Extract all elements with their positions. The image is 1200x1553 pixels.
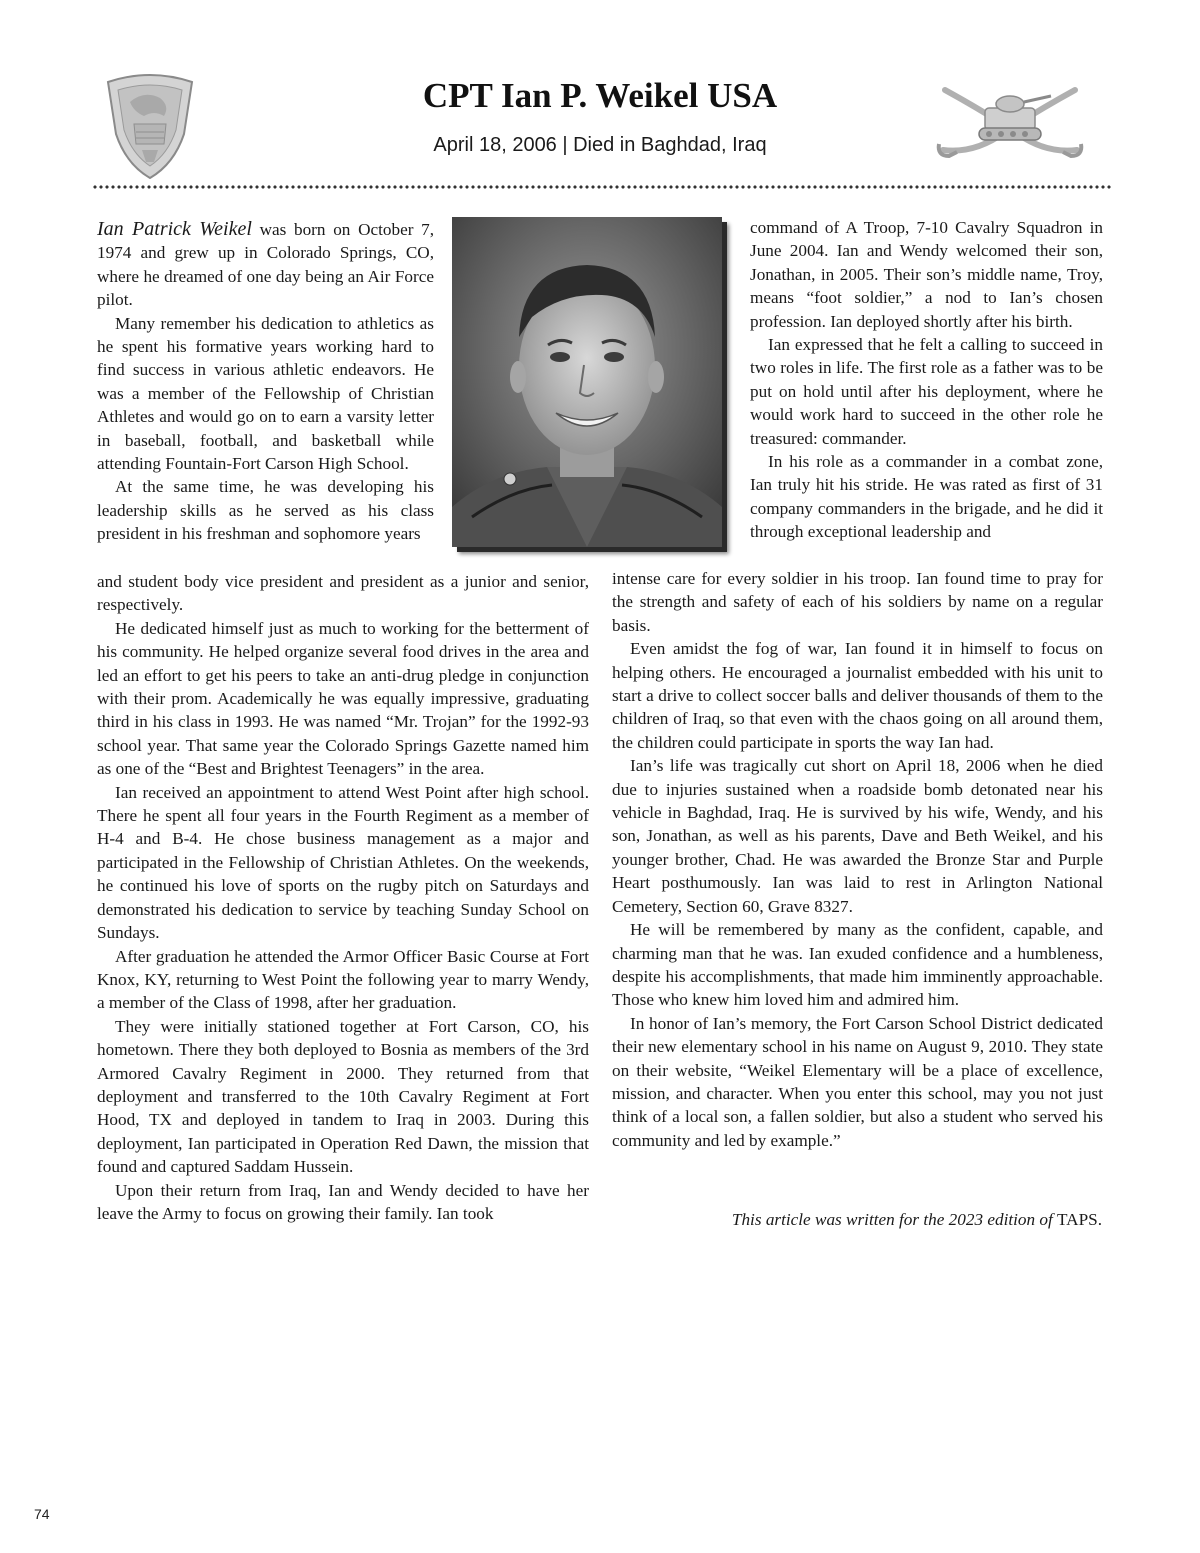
paragraph-3-start: At the same time, he was developing his leadership skills as he served as his class president in his freshman and sophomore years: [97, 477, 434, 544]
paragraph-1: Ian Patrick Weikel was born on October 7, 1974 and grew up in Colorado Springs, CO, where he dreamed of one day being an Air Force pilot.: [97, 218, 434, 310]
article-left-lower: [97, 570, 589, 1225]
paragraph-13: He will be remembered by many as the confident, capable, and charming man that he was. Ian exuded confidence and a humbleness, despite his accomplishments, that made him imminently approachable. Those who knew him loved him and admired him.: [612, 920, 1103, 1010]
page-title: CPT Ian P. Weikel USA: [422, 76, 778, 115]
portrait-photo: [452, 217, 722, 547]
paragraph-2: Many remember his dedication to athletics as he spent his formative years working hard to find success in various athletic endeavors. He was a member of the Fellowship of Christian Athletes and would go on to earn a varsity letter in baseball, football, and basketball while attending Fountain-Fort Carson High School.: [97, 313, 434, 474]
page-number: 74: [34, 1506, 50, 1522]
page-subtitle: April 18, 2006 | Died in Baghdad, Iraq: [433, 134, 767, 156]
paragraph-8-continued: command of A Troop, 7-10 Cavalry Squadron in June 2004. Ian and Wendy welcomed their son, Jonathan, in 2005. Their son’s middle name, Troy, means “foot soldier,” a nod to Ian’s chosen profession. Ian deployed shortly after his birth.: [750, 218, 1103, 331]
paragraph-5: Ian received an appointment to attend West Point after high school. There he spent all four years in the Fourth Regiment as a member of H-4 and B-4. He chose business management as a major and participated in the Fellowship of Christian Athletes. On the weekends, he continued his love of sports on the rugby pitch on Saturdays and demonstrated his dedication to service by teaching Sunday School on Sundays.: [97, 782, 589, 943]
paragraph-3-end: and student body vice president and president as a junior and senior, respectively.: [97, 572, 589, 615]
paragraph-14: In honor of Ian’s memory, the Fort Carson School District dedicated their new elementary school in his name on August 9, 2010. They state on their website, “Weikel Elementary will be a place of excellence, mission, and character. When you enter this school, may you not just think of a local son, a fallen soldier, but also a student who served his community and led by example.”: [612, 1013, 1103, 1150]
article-left-upper: [97, 218, 434, 546]
paragraph-12: Ian’s life was tragically cut short on April 18, 2006 when he died due to injuries sustained when a roadside bomb detonated near his vehicle in Baghdad, Iraq. He is survived by his wife, Wendy, and his son, Jonathan, as well as his parents, Dave and Beth Weikel, and his younger brother, Chad. He was awarded the Bronze Star and Purple Heart posthumously. Ian was laid to rest in Arlington National Cemetery, Section 60, Grave 8327.: [612, 756, 1103, 916]
paragraph-10-start: In his role as a commander in a combat zone, Ian truly hit his stride. He was rated as first of 31 company commanders in the brigade, and he did it through exceptional leadership and: [750, 452, 1103, 542]
paragraph-9: Ian expressed that he felt a calling to succeed in two roles in life. The first role as a father was to be put on hold until after his deployment, where he would work hard to succeed in the other role he treasured: commander.: [750, 335, 1103, 448]
west-point-crest-logo: [104, 72, 196, 180]
paragraph-8: Upon their return from Iraq, Ian and Wendy decided to have her leave the Army to focus on growing their family. Ian took: [97, 1180, 589, 1223]
dotted-divider: [92, 185, 1112, 189]
article-right-lower: [612, 567, 1103, 1152]
paragraph-4: He dedicated himself just as much to working for the betterment of his community. He helped organize several food drives in the area and led an effort to get his peers to take an anti-drug pledge in conjunction with their prom. Academically he was equally impressive, graduating third in his class in 1993. He was named “Mr. Trojan” for the 1992-93 school year. That same year the Colorado Springs Gazette named him as one of the “Best and Brightest Teenagers” in the area.: [97, 618, 589, 779]
subject-name: Ian Patrick Weikel: [97, 218, 252, 240]
paragraph-11: Even amidst the fog of war, Ian found it in himself to focus on helping others. He encouraged a journalist embedded with his unit to start a drive to collect soccer balls and deliver thousands of them to the children of Iraq, so that even with the chaos going on all around them, the children could participate in sports the way Ian had.: [612, 639, 1103, 752]
article-right-upper: [750, 216, 1103, 544]
armor-branch-insignia: [935, 82, 1085, 162]
paragraph-6: After graduation he attended the Armor Officer Basic Course at Fort Knox, KY, returning to West Point the following year to marry Wendy, a member of the Class of 1998, after her graduation.: [97, 946, 589, 1013]
paragraph-10-end: intense care for every soldier in his troop. Ian found time to pray for the strength and safety of each of his soldiers by name on a regular basis.: [612, 569, 1103, 635]
publication-name: TAPS.: [1057, 1210, 1102, 1229]
paragraph-7: They were initially stationed together at Fort Carson, CO, his hometown. There they both deployed to Bosnia as members of the 3rd Armored Cavalry Regiment in 2000. They returned from that deployment and transferred to the 10th Cavalry Regiment at Fort Hood, TX and deployed in tandem to Iraq in 2003. During this deployment, Ian participated in Operation Red Dawn, the mission that found and captured Saddam Hussein.: [97, 1016, 589, 1177]
article-credit: This article was written for the 2023 edition of TAPS.: [731, 1210, 1102, 1229]
